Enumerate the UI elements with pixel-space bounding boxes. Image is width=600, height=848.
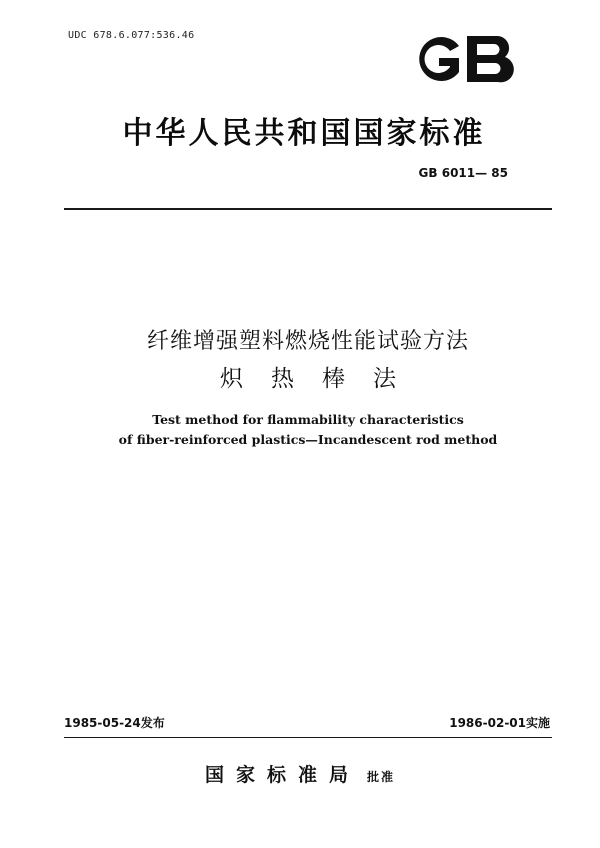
national-standard-heading: 中华人民共和国国家标准	[122, 116, 486, 151]
approval-label: 批准	[367, 770, 396, 784]
bottom-divider	[64, 737, 552, 738]
english-title-line-1: Test method for flammability characteristics	[152, 412, 464, 427]
udc-code: UDC 678.6.077:536.46	[68, 30, 195, 41]
authority-name: 国家标准局	[204, 764, 360, 786]
approving-authority	[0, 760, 600, 787]
standard-number: GB 6011— 85	[418, 166, 508, 180]
top-divider	[64, 208, 552, 210]
chinese-title-line-2: 炽热棒法	[220, 366, 424, 392]
implementation-date: 1986-02-01实施	[449, 716, 550, 730]
chinese-title-line-1: 纤维增强塑料燃烧性能试验方法	[146, 329, 469, 354]
issue-date: 1985-05-24发布	[64, 716, 165, 730]
english-title-line-2: of fiber-reinforced plastics—Incandescent rod method	[118, 432, 498, 447]
gb-logo	[405, 30, 521, 88]
